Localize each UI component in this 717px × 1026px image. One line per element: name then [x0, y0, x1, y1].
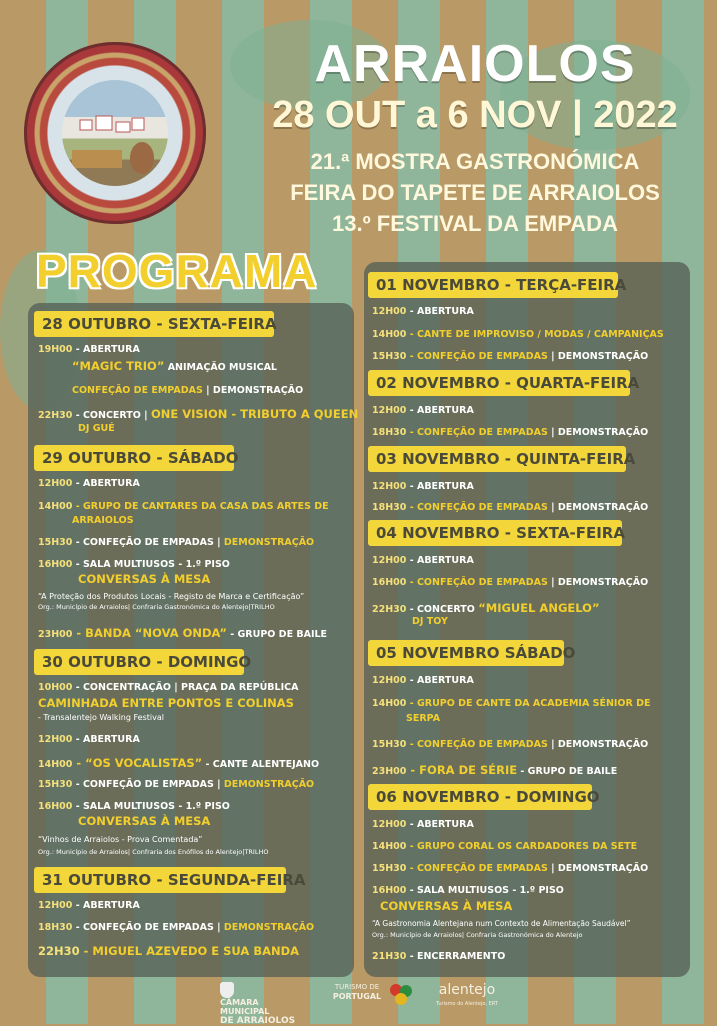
event-line: 14H00 - GRUPO DE CANTE DA ACADEMIA SÉNIOR DE [372, 698, 651, 709]
event-line: 14H00 - CANTE DE IMPROVISO / MODAS / CAMPANIÇAS [372, 329, 664, 340]
event-line: 18H30 - CONFEÇÃO DE EMPADAS | DEMONSTRAÇÃO [372, 502, 649, 513]
right-program-panel [364, 262, 690, 977]
day-header-03-novembro: 03 NOVEMBRO - QUINTA-FEIRA [368, 446, 626, 472]
camara-text-1: CÂMARA MUNICIPAL [220, 998, 270, 1016]
event-organizer: Org.: Município de Arraiolos| Confraria dos Enófilos do Alentejo|TRILHO [38, 848, 269, 856]
event-line: 23H00 - BANDA “NOVA ONDA” - GRUPO DE BAILE [38, 626, 328, 640]
left-program-panel [28, 303, 359, 977]
event-line: 22H30 - CONCERTO | ONE VISION - TRIBUTO A QUEEN [38, 407, 359, 421]
event-line: 12H00 - ABERTURA [372, 675, 474, 686]
alentejo-text: alentejo [438, 982, 496, 998]
event-line: CONFEÇÃO DE EMPADAS | DEMONSTRAÇÃO [72, 385, 304, 396]
event-line: 16H00 - SALA MULTIUSOS - 1.º PISO [372, 885, 564, 896]
coat-of-arms-icon [220, 982, 234, 998]
day-header-06-novembro: 06 NOVEMBRO - DOMINGO [368, 784, 592, 810]
alentejo-subtext: Turismo do Alentejo, ERT [436, 1001, 498, 1007]
day-header-01-novembro: 01 NOVEMBRO - TERÇA-FEIRA [368, 272, 618, 298]
event-line: 22H30 - CONCERTO “MIGUEL ANGELO” [372, 601, 600, 615]
event-dates: 28 OUT a 6 NOV | 2022 [272, 94, 678, 136]
event-line: 16H00 - SALA MULTIUSOS - 1.º PISO [38, 559, 230, 570]
event-line: 12H00 - ABERTURA [372, 819, 474, 830]
event-line: 12H00 - ABERTURA [38, 478, 140, 489]
camara-municipal-logo [220, 982, 300, 1026]
event-line: CONVERSAS À MESA [78, 572, 211, 586]
event-line: 14H00 - GRUPO DE CANTARES DA CASA DAS ARTES DE [38, 501, 329, 512]
event-line: 15H30 - CONFEÇÃO DE EMPADAS | DEMONSTRAÇÃO [372, 351, 649, 362]
event-line: SERPA [406, 713, 441, 724]
event-line: 18H30 - CONFEÇÃO DE EMPADAS | DEMONSTRAÇÃO [372, 427, 649, 438]
camara-text-2: DE ARRAIOLOS [220, 1016, 296, 1026]
day-header-30-outubro: 30 OUTUBRO - DOMINGO [34, 649, 244, 675]
event-line: DJ GUÉ [78, 423, 115, 434]
event-line: ARRAIOLOS [72, 515, 134, 526]
turismo-text-2: PORTUGAL [332, 992, 382, 1001]
event-line: DJ TOY [412, 616, 448, 627]
event-description: - Transalentejo Walking Festival [38, 713, 164, 722]
event-line: 19H00 - ABERTURA [38, 344, 140, 355]
subtitle-festival: 13.º FESTIVAL DA EMPADA [332, 211, 618, 236]
subtitle-feira: FEIRA DO TAPETE DE ARRAIOLOS [290, 180, 660, 205]
event-line: 15H30 - CONFEÇÃO DE EMPADAS | DEMONSTRAÇÃO [38, 779, 315, 790]
subtitle-mostra: 21.ª MOSTRA GASTRONÓMICA [310, 149, 640, 174]
event-line: 15H30 - CONFEÇÃO DE EMPADAS | DEMONSTRAÇÃO [372, 863, 649, 874]
day-header-05-novembro: 05 NOVEMBRO SÁBADO [368, 640, 564, 666]
day-header-28-outubro: 28 OUTUBRO - SEXTA-FEIRA [34, 311, 274, 337]
turismo-text-1: TURISMO DE [334, 983, 380, 991]
event-line: CONVERSAS À MESA [380, 899, 513, 913]
landscape-painting [62, 80, 168, 186]
programa-heading: PROGRAMA [36, 245, 318, 297]
event-line: 18H30 - CONFEÇÃO DE EMPADAS | DEMONSTRAÇÃO [38, 922, 315, 933]
day-header-29-outubro: 29 OUTUBRO - SÁBADO [34, 445, 234, 471]
event-line: 15H30 - CONFEÇÃO DE EMPADAS | DEMONSTRAÇÃO [38, 537, 315, 548]
arraiolos-emblem [24, 42, 206, 224]
day-header-31-outubro: 31 OUTUBRO - SEGUNDA-FEIRA [34, 867, 286, 893]
event-line: 15H30 - CONFEÇÃO DE EMPADAS | DEMONSTRAÇÃO [372, 739, 649, 750]
event-line: CAMINHADA ENTRE PONTOS E COLINAS [38, 696, 294, 710]
day-header-04-novembro: 04 NOVEMBRO - SEXTA-FEIRA [368, 520, 622, 546]
event-title: ARRAIOLOS [314, 35, 636, 93]
event-line: 16H00 - CONFEÇÃO DE EMPADAS | DEMONSTRAÇÃO [372, 577, 649, 588]
event-line: “MAGIC TRIO” ANIMAÇÃO MUSICAL [72, 359, 277, 373]
event-description: “A Proteção dos Produtos Locais - Registo de Marca e Certificação” [38, 592, 305, 601]
event-description: “A Gastronomia Alentejana num Contexto de Alimentação Saudável” [372, 919, 631, 928]
event-line: 23H00 - FORA DE SÉRIE - GRUPO DE BAILE [372, 763, 618, 777]
portugal-mark-icon [386, 982, 416, 1022]
day-header-02-novembro: 02 NOVEMBRO - QUARTA-FEIRA [368, 370, 630, 396]
event-line: 22H30 - MIGUEL AZEVEDO E SUA BANDA [38, 944, 300, 958]
alentejo-logo [432, 982, 502, 1022]
event-organizer: Org.: Município de Arraiolos| Confraria Gastronómica do Alentejo [372, 931, 583, 939]
event-line: 14H00 - “OS VOCALISTAS” - CANTE ALENTEJANO [38, 756, 320, 770]
event-line: 12H00 - ABERTURA [372, 555, 474, 566]
event-line: 12H00 - ABERTURA [38, 734, 140, 745]
event-line: 14H00 - GRUPO CORAL OS CARDADORES DA SETE [372, 841, 638, 852]
turismo-portugal-logo [332, 982, 382, 1022]
event-line: 12H00 - ABERTURA [38, 900, 140, 911]
event-line: 21H30 - ENCERRAMENTO [372, 951, 506, 962]
portugal-symbol-icon [388, 982, 414, 1006]
village-illustration [62, 80, 168, 186]
event-line: CONVERSAS À MESA [78, 814, 211, 828]
event-line: 12H00 - ABERTURA [372, 306, 474, 317]
event-line: 16H00 - SALA MULTIUSOS - 1.º PISO [38, 801, 230, 812]
event-description: “Vinhos de Arraiolos - Prova Comentada” [38, 835, 203, 844]
event-line: 10H00 - CONCENTRAÇÃO | PRAÇA DA REPÚBLICA [38, 682, 299, 693]
event-organizer: Org.: Município de Arraiolos| Confraria Gastronómica do Alentejo|TRILHO [38, 603, 275, 611]
event-line: 12H00 - ABERTURA [372, 481, 474, 492]
event-line: 12H00 - ABERTURA [372, 405, 474, 416]
